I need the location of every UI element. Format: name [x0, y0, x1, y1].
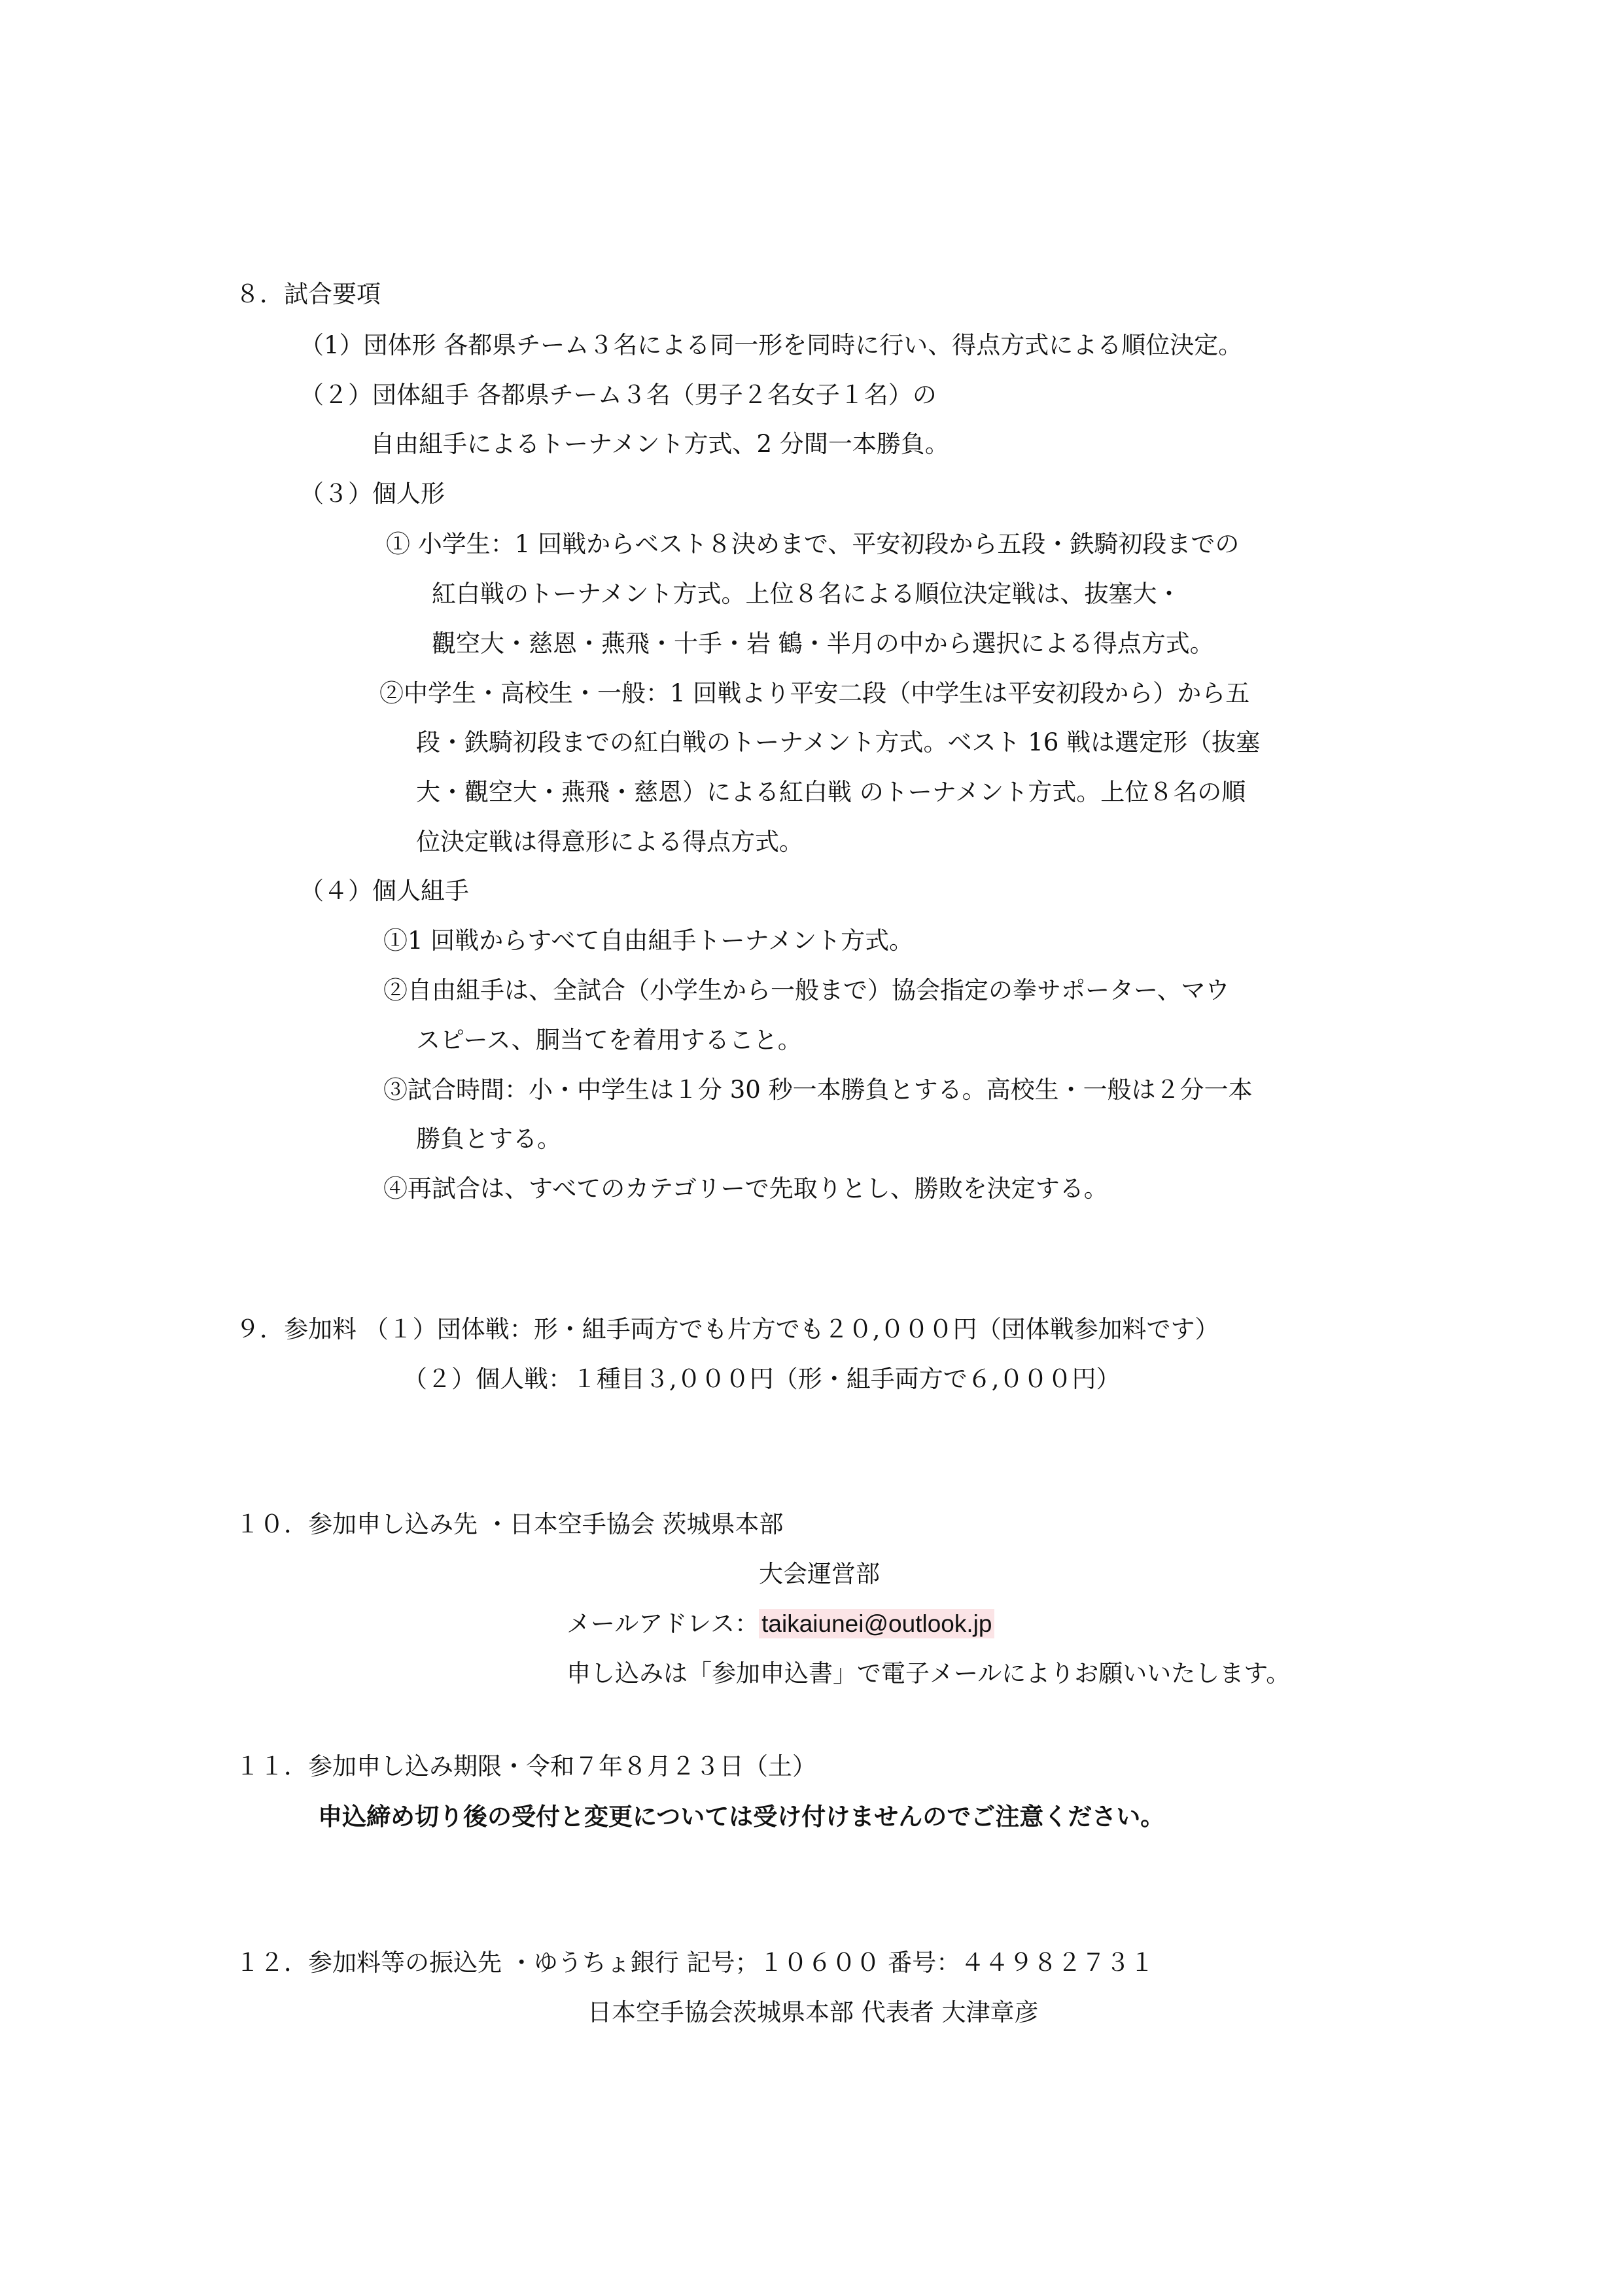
section-9-line-1: ９．参加料 （１）団体戦：形・組手両方でも片方でも２０,０００円（団体戦参加料です）: [236, 1315, 1219, 1343]
section-8-heading: ８．試合要項: [236, 280, 381, 308]
section-9-line-2: （２）個人戦：１種目３,０００円（形・組手両方で６,０００円）: [403, 1365, 1121, 1393]
section-8-item-4-1: ①1 回戦からすべて自由組手トーナメント方式。: [383, 927, 914, 955]
section-8-item-2-line-2: 自由組手によるトーナメント方式、2 分間一本勝負。: [370, 430, 949, 458]
section-8-item-3-2-line-3: 大・觀空大・燕飛・慈恩）による紅白戦 のトーナメント方式。上位８名の順: [416, 778, 1246, 806]
email-address-link[interactable]: taikaiunei@outlook.jp: [759, 1609, 994, 1638]
section-8-item-4-2-line-2: スピース、胴当てを着用すること。: [416, 1026, 802, 1054]
section-8-item-3-1-line-1: ① 小学生：1 回戦からベスト８決めまで、平安初段から五段・鉄騎初段までの: [386, 530, 1240, 558]
section-10-email-row: [567, 1608, 994, 1640]
section-8-item-2-line-1: （２）団体組手 各都県チーム３名（男子２名女子１名）の: [300, 381, 937, 409]
section-8-item-4-4: ④再試合は、すべてのカテゴリーで先取りとし、勝敗を決定する。: [383, 1174, 1108, 1203]
section-8-item-4-3-line-2: 勝負とする。: [416, 1125, 561, 1153]
section-8-item-3-1-line-2: 紅白戦のトーナメント方式。上位８名による順位決定戦は、抜塞大・: [432, 580, 1181, 608]
section-8-item-3-2-line-1: ②中学生・高校生・一般：1 回戦より平安二段（中学生は平安初段から）から五: [379, 679, 1250, 707]
section-12-line-1: １２．参加料等の振込先 ・ゆうちょ銀行 記号；１０６００ 番号：４４９８２７３１: [236, 1949, 1155, 1977]
section-8-item-4-heading: （４）個人組手: [300, 877, 469, 905]
section-10-line-2: 大会運営部: [759, 1560, 880, 1588]
section-8-item-3-1-line-3: 觀空大・慈恩・燕飛・十手・岩 鶴・半月の中から選択による得点方式。: [432, 629, 1214, 658]
section-8-item-4-2-line-1: ②自由組手は、全試合（小学生から一般まで）協会指定の拳サポーター、マウ: [383, 976, 1230, 1004]
section-10-line-1: １０．参加申し込み先 ・日本空手協会 茨城県本部: [236, 1510, 784, 1538]
section-8-item-3-2-line-4: 位決定戦は得意形による得点方式。: [416, 828, 803, 856]
section-12-line-2: 日本空手協会茨城県本部 代表者 大津章彦: [587, 1998, 1039, 2026]
section-11-line-1: １１．参加申し込み期限・令和７年８月２３日（土）: [236, 1752, 816, 1780]
section-8-item-4-3-line-1: ③試合時間：小・中学生は１分 30 秒一本勝負とする。高校生・一般は２分一本: [383, 1076, 1253, 1104]
section-10-line-4: 申し込みは「参加申込書」で電子メールによりお願いいたします。: [567, 1659, 1291, 1687]
section-8-item-1: （1）団体形 各都県チーム３名による同一形を同時に行い、得点方式による順位決定。: [300, 331, 1243, 359]
section-8-item-3-2-line-2: 段・鉄騎初段までの紅白戦のトーナメント方式。ベスト 16 戦は選定形（抜塞: [416, 728, 1261, 756]
email-label: メールアドレス：: [567, 1610, 759, 1638]
section-8-item-3-heading: （３）個人形: [300, 480, 445, 508]
section-11-notice: 申込締め切り後の受付と変更については受け付けませんのでご注意ください。: [318, 1802, 1165, 1831]
